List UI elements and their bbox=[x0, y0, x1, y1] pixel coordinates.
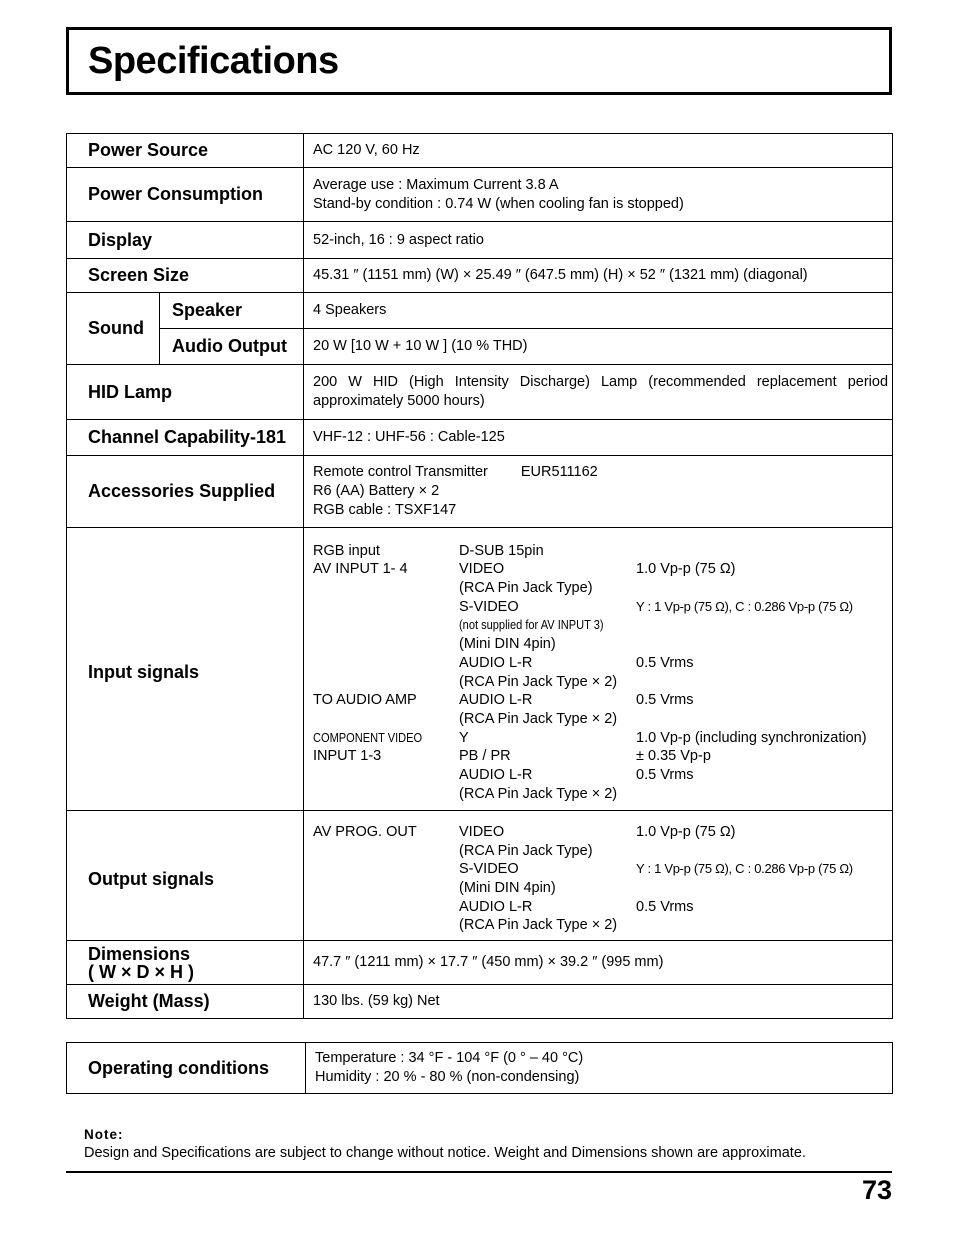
signal-type: (RCA Pin Jack Type × 2) bbox=[459, 917, 618, 934]
table-row bbox=[67, 985, 893, 1019]
signal-type: AUDIO L-R bbox=[459, 766, 533, 783]
page-title: Specifications bbox=[88, 40, 339, 82]
row-label: Output signals bbox=[67, 811, 304, 941]
signal-type: D-SUB 15pin bbox=[459, 542, 544, 559]
title-box bbox=[66, 27, 892, 95]
signal-row bbox=[313, 766, 888, 785]
signal-type: VIDEO bbox=[459, 823, 505, 840]
signal-type: (not supplied for AV INPUT 3) bbox=[459, 617, 604, 633]
signal-level: Y : 1 Vp-p (75 Ω), C : 0.286 Vp-p (75 Ω) bbox=[636, 861, 853, 877]
row-label: Weight (Mass) bbox=[67, 985, 304, 1019]
table-row bbox=[67, 1043, 893, 1094]
remote-model: EUR511162 bbox=[520, 464, 598, 480]
signal-type: VIDEO bbox=[459, 561, 505, 578]
row-label: Display bbox=[67, 222, 304, 259]
signal-row bbox=[313, 598, 888, 617]
row-label: Sound bbox=[67, 293, 160, 365]
row-value bbox=[306, 1043, 893, 1094]
signal-level: ± 0.35 Vp-p bbox=[636, 748, 711, 765]
row-value: VHF-12 : UHF-56 : Cable-125 bbox=[304, 420, 893, 456]
note bbox=[84, 1125, 806, 1163]
page-number: 73 bbox=[861, 1175, 892, 1205]
signal-type: AUDIO L-R bbox=[459, 692, 533, 709]
row-label: Channel Capability-181 bbox=[67, 420, 304, 456]
row-label: Accessories Supplied bbox=[67, 456, 304, 528]
signal-level: 0.5 Vrms bbox=[636, 766, 694, 783]
table-row bbox=[67, 329, 893, 365]
signal-port: RGB input bbox=[313, 542, 380, 559]
row-value: 130 lbs. (59 kg) Net bbox=[304, 985, 893, 1019]
signal-type: (RCA Pin Jack Type) bbox=[459, 842, 593, 859]
signal-level: Y : 1 Vp-p (75 Ω), C : 0.286 Vp-p (75 Ω) bbox=[636, 598, 853, 614]
signal-port: COMPONENT VIDEO bbox=[313, 729, 423, 745]
signal-type: S-VIDEO bbox=[459, 598, 519, 615]
row-value: 47.7 ″ (1211 mm) × 17.7 ″ (450 mm) × 39.2 ″ (995 mm) bbox=[304, 941, 893, 985]
signal-type: PB / PR bbox=[459, 748, 511, 765]
row-value bbox=[304, 168, 893, 222]
signal-row bbox=[313, 823, 888, 842]
signal-level: 0.5 Vrms bbox=[636, 654, 694, 671]
signal-level: 1.0 Vp-p (75 Ω) bbox=[636, 561, 736, 578]
signal-port: AV PROG. OUT bbox=[313, 823, 417, 840]
signal-port: TO AUDIO AMP bbox=[313, 692, 417, 709]
value-line: RGB cable : TSXF147 bbox=[313, 502, 457, 518]
specifications-table bbox=[66, 133, 893, 1019]
signal-type: (Mini DIN 4pin) bbox=[459, 880, 556, 896]
table-row bbox=[67, 293, 893, 329]
signal-level: 0.5 Vrms bbox=[636, 898, 694, 915]
table-row bbox=[67, 168, 893, 222]
value-line: R6 (AA) Battery × 2 bbox=[313, 483, 440, 499]
signal-type: Y bbox=[459, 729, 469, 746]
signal-type: (RCA Pin Jack Type × 2) bbox=[459, 785, 618, 802]
signal-row bbox=[313, 860, 888, 879]
signal-row bbox=[313, 616, 888, 635]
signal-row bbox=[313, 879, 888, 898]
row-value: 45.31 ″ (1151 mm) (W) × 25.49 ″ (647.5 mm) (H) × 52 ″ (1321 mm) (diagonal) bbox=[304, 259, 893, 293]
table-row bbox=[67, 420, 893, 456]
signal-type: S-VIDEO bbox=[459, 861, 519, 878]
operating-conditions-table bbox=[66, 1042, 893, 1094]
signal-row bbox=[313, 916, 888, 935]
table-row bbox=[67, 134, 893, 168]
row-label: Input signals bbox=[67, 528, 304, 811]
dimensions-sublabel: ( W × D × H ) bbox=[88, 961, 195, 982]
sub-label: Speaker bbox=[160, 293, 304, 329]
signal-row bbox=[313, 898, 888, 917]
signal-port: INPUT 1-3 bbox=[313, 748, 382, 765]
note-text: Design and Specifications are subject to change without notice. Weight and Dimensions shown are approximate. bbox=[84, 1145, 806, 1161]
signal-row bbox=[313, 635, 888, 654]
table-row bbox=[67, 528, 893, 811]
table-row bbox=[67, 365, 893, 420]
row-value: 4 Speakers bbox=[304, 293, 893, 329]
signal-type: AUDIO L-R bbox=[459, 898, 533, 915]
signal-type: (RCA Pin Jack Type × 2) bbox=[459, 673, 618, 690]
row-value: 20 W [10 W + 10 W ] (10 % THD) bbox=[304, 329, 893, 365]
signal-type: (RCA Pin Jack Type × 2) bbox=[459, 710, 618, 727]
table-row bbox=[67, 222, 893, 259]
row-label bbox=[67, 941, 304, 985]
signal-row bbox=[313, 673, 888, 692]
sub-label: Audio Output bbox=[160, 329, 304, 365]
signal-level: 1.0 Vp-p (including synchronization) bbox=[636, 729, 867, 746]
value-line bbox=[313, 463, 888, 482]
value-line: Temperature : 34 °F - 104 °F (0 ° – 40 °C) bbox=[315, 1050, 584, 1066]
row-value bbox=[304, 528, 893, 811]
row-label: Power Consumption bbox=[67, 168, 304, 222]
table-row bbox=[67, 259, 893, 293]
row-value bbox=[304, 456, 893, 528]
signal-port: AV INPUT 1- 4 bbox=[313, 561, 408, 578]
note-heading: Note: bbox=[84, 1127, 124, 1142]
input-signals-grid bbox=[313, 542, 888, 804]
signal-row bbox=[313, 579, 888, 598]
table-row bbox=[67, 941, 893, 985]
signal-row bbox=[313, 710, 888, 729]
value-line: Average use : Maximum Current 3.8 A bbox=[313, 176, 559, 193]
signal-row bbox=[313, 785, 888, 804]
signal-type: (RCA Pin Jack Type) bbox=[459, 580, 593, 597]
row-value bbox=[304, 811, 893, 941]
value-line: Stand-by condition : 0.74 W (when cooling fan is stopped) bbox=[313, 195, 684, 212]
row-label: Operating conditions bbox=[67, 1043, 306, 1094]
table-row bbox=[67, 456, 893, 528]
row-value: 52-inch, 16 : 9 aspect ratio bbox=[304, 222, 893, 259]
signal-row bbox=[313, 560, 888, 579]
signal-row bbox=[313, 542, 888, 561]
dimensions-label: Dimensions bbox=[88, 943, 191, 964]
row-value: AC 120 V, 60 Hz bbox=[304, 134, 893, 168]
signal-row bbox=[313, 654, 888, 673]
signal-row bbox=[313, 747, 888, 766]
row-value: 200 W HID (High Intensity Discharge) Lamp (recommended replacement period approximately 5000 hours) bbox=[304, 365, 893, 420]
output-signals-grid bbox=[313, 823, 888, 935]
footer-rule bbox=[66, 1171, 892, 1173]
row-label: HID Lamp bbox=[67, 365, 304, 420]
row-label: Power Source bbox=[67, 134, 304, 168]
table-row bbox=[67, 811, 893, 941]
signal-type: AUDIO L-R bbox=[459, 654, 533, 671]
signal-row bbox=[313, 691, 888, 710]
signal-level: 1.0 Vp-p (75 Ω) bbox=[636, 823, 736, 840]
signal-type: (Mini DIN 4pin) bbox=[459, 636, 556, 653]
signal-row bbox=[313, 842, 888, 861]
signal-level: 0.5 Vrms bbox=[636, 692, 694, 709]
signal-row bbox=[313, 729, 888, 748]
remote-text: Remote control Transmitter bbox=[313, 464, 488, 480]
value-line: Humidity : 20 % - 80 % (non-condensing) bbox=[315, 1069, 580, 1085]
row-label: Screen Size bbox=[67, 259, 304, 293]
